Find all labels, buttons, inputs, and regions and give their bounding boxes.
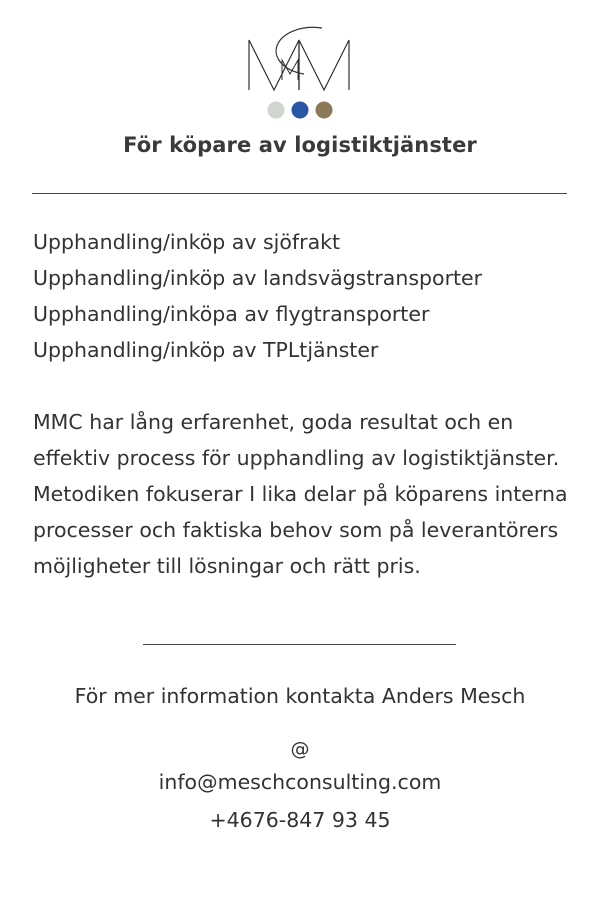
logo-dot-grey xyxy=(268,102,285,119)
service-item: Upphandling/inköpa av flygtransporter xyxy=(33,302,430,326)
service-item: Upphandling/inköp av landsvägstransporter xyxy=(33,266,483,290)
logo-dot-brown xyxy=(316,102,333,119)
service-item: Upphandling/inköp av TPLtjänster xyxy=(33,338,379,362)
email-link[interactable]: info@meschconsulting.com xyxy=(158,770,442,794)
header-divider xyxy=(32,193,567,194)
contact-heading: För mer information kontakta Anders Mesch xyxy=(74,684,526,708)
logo-dot-blue xyxy=(292,102,309,119)
at-icon: @ xyxy=(290,738,310,760)
mcm-logo xyxy=(244,12,356,122)
contact-divider xyxy=(143,644,456,645)
service-item: Upphandling/inköp av sjöfrakt xyxy=(33,230,341,254)
description-text: MMC har lång erfarenhet, goda resultat och en effektiv process för upphandling av logistiktjänster. Metodiken fokuserar I lika delar på köparens interna processer och faktiska behov som på leverantörers möjligheter till lösningar och rätt pris. xyxy=(33,410,568,578)
mcm-monogram-icon xyxy=(244,12,356,122)
phone-number[interactable]: +4676-847 93 45 xyxy=(209,808,391,832)
page-title: För köpare av logistiktjänster xyxy=(123,133,477,157)
services-list xyxy=(33,224,573,368)
